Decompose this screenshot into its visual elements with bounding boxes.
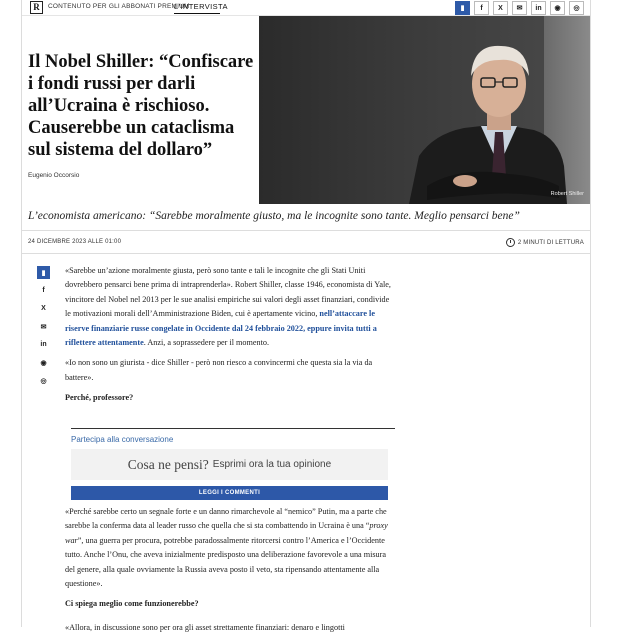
paragraph: «Allora, in discussione sono per ora gli asset strettamente finanziari: denaro e lingotti xyxy=(65,622,345,632)
publish-date: 24 DICEMBRE 2023 ALLE 01:00 xyxy=(28,239,122,245)
linkedin-icon[interactable]: in xyxy=(40,341,47,348)
top-bar xyxy=(22,0,590,16)
article-title: Il Nobel Shiller: “Confiscare i fondi russi per darli all’Ucraina è rischioso. Causerebbe un cataclisma sul sistema del dollaro” xyxy=(28,52,254,160)
article-page xyxy=(21,0,591,632)
repubblica-logo[interactable]: R xyxy=(30,1,43,14)
article-body-continued xyxy=(65,505,395,641)
linkedin-icon[interactable]: in xyxy=(531,1,546,15)
read-comments-button[interactable]: LEGGI I COMMENTI xyxy=(71,486,388,500)
opinion-prompt[interactable] xyxy=(71,449,388,480)
emphasis-text: proxy war xyxy=(65,521,388,545)
portrait-illustration xyxy=(259,16,590,204)
email-icon[interactable]: ✉ xyxy=(40,323,47,331)
author-name[interactable]: Eugenio Occorsio xyxy=(28,172,80,179)
share-bar xyxy=(455,1,584,15)
opinion-question: Cosa ne pensi? xyxy=(127,456,209,472)
x-icon[interactable]: X xyxy=(493,1,508,15)
article-meta xyxy=(22,230,590,254)
pinterest-icon[interactable]: ◉ xyxy=(40,359,47,367)
premium-label: CONTENUTO PER GLI ABBONATI PREMIUM xyxy=(48,3,190,10)
paragraph-text: ”, una guerra per procura, potrebbe paradossalmente ritorcersi contro l’America e l’Occidente tutto. Anche l’Onu, che aveva inizialmente predisposto una deliberazione favorevole a una misura del genere, alla quale ovviamente la Russia aveva posto il veto, sta ripensando attentamente alla questione». xyxy=(65,535,387,589)
paragraph: «Io non sono un giurista - dice Shiller - però non riesco a convincermi che questa sia la via da battere». xyxy=(65,358,373,382)
article-body xyxy=(65,264,395,415)
section-label[interactable]: L'INTERVISTA xyxy=(174,2,228,11)
inline-link[interactable]: nell’attaccare le riserve finanziarie russe congelate in Occidente dal 24 febbraio 2022, eppure invita tutti a riflettere attentamente xyxy=(65,309,377,348)
paragraph xyxy=(65,505,395,591)
paragraph-text: «Sarebbe un’azione moralmente giusta, però sono tante e tali le incognite che gli Stati Uniti dovrebbero pensarci bene prima di intraprenderla». Robert Shiller, classe 1946, economista di Yale, vincitore del Nobel nel 2013 per le sue analisi empiriche sui valori degli asset finanziari, condivide le motivazioni morali dell’Amministrazione Biden, cui è apertamente vicino, xyxy=(65,266,391,319)
opinion-cta: Esprimi ora la tua opinione xyxy=(212,459,332,470)
bookmark-icon[interactable]: ▮ xyxy=(455,1,470,15)
article-subtitle: L’economista americano: “Sarebbe moralmente giusto, ma le incognite sono tante. Meglio pensarci bene” xyxy=(28,210,520,222)
paragraph-text: . Anzi, a soprassedere per il momento. xyxy=(143,338,270,348)
photo-caption: Robert Shiller xyxy=(550,191,584,197)
vertical-share-bar xyxy=(37,266,50,387)
hero-photo xyxy=(259,16,590,204)
facebook-icon[interactable]: f xyxy=(42,287,45,294)
paragraph-text: «Perché sarebbe certo un segnale forte e un danno rimarchevole al “nemico” Putin, ma a parte che sarebbe la conferma data al leader russo che quella che si sta combattendo in Ucraina è una “ xyxy=(65,507,387,531)
x-icon[interactable]: X xyxy=(41,305,46,312)
email-icon[interactable]: ✉ xyxy=(512,1,527,15)
interview-question: Ci spiega meglio come funzionerebbe? xyxy=(65,599,199,609)
pinterest-icon[interactable]: ◉ xyxy=(550,1,565,15)
conversation-box xyxy=(71,428,395,499)
read-time-label: 2 MINUTI DI LETTURA xyxy=(517,239,584,246)
conversation-header: Partecipa alla conversazione xyxy=(71,435,174,444)
interview-question: Perché, professore? xyxy=(65,393,134,403)
read-time xyxy=(506,238,584,247)
clock-icon xyxy=(506,238,515,247)
paragraph xyxy=(65,264,395,350)
whatsapp-icon[interactable]: ◎ xyxy=(569,1,584,15)
facebook-icon[interactable]: f xyxy=(474,1,489,15)
whatsapp-icon[interactable]: ◎ xyxy=(40,377,47,385)
bookmark-icon[interactable]: ▮ xyxy=(37,266,50,279)
